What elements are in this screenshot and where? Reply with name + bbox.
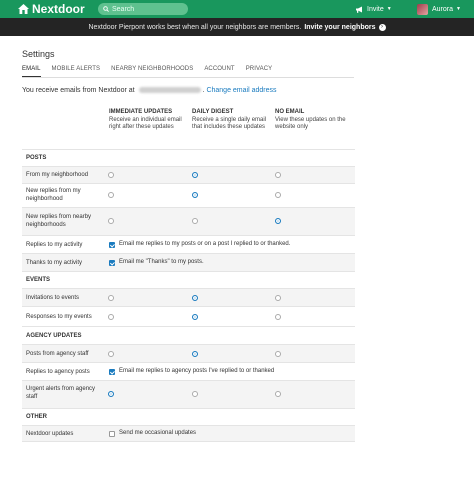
row-urgent-alerts-agency: Urgent alerts from agency staff <box>22 380 355 408</box>
checkbox-replies-agency[interactable] <box>109 369 115 375</box>
checkbox-thanks-activity[interactable] <box>109 260 115 266</box>
tab-nearby-neighborhoods[interactable]: NEARBY NEIGHBORHOODS <box>111 66 194 72</box>
radio-no-email[interactable] <box>275 391 281 397</box>
radio-daily-digest[interactable] <box>192 314 198 320</box>
radio-daily-digest[interactable] <box>192 351 198 357</box>
invite-neighbors-link[interactable]: Invite your neighbors <box>304 23 376 31</box>
radio-daily-digest[interactable] <box>192 391 198 397</box>
arrow-right-icon[interactable]: › <box>379 24 386 31</box>
radio-daily-digest[interactable] <box>192 192 198 198</box>
search-placeholder: Search <box>112 5 135 13</box>
tab-account[interactable]: ACCOUNT <box>204 66 235 72</box>
radio-no-email[interactable] <box>275 295 281 301</box>
radio-immediate[interactable] <box>108 314 114 320</box>
radio-no-email[interactable] <box>275 218 281 224</box>
section-events: EVENTS <box>22 271 355 288</box>
radio-immediate[interactable] <box>108 351 114 357</box>
search-icon <box>103 6 109 12</box>
row-thanks-to-activity: Thanks to my activity Email me "Thanks" to my posts. <box>22 253 355 271</box>
row-responses-events: Responses to my events <box>22 306 355 326</box>
row-from-my-neighborhood: From my neighborhood <box>22 166 355 183</box>
column-immediate: IMMEDIATE UPDATES Receive an individual email right after these updates <box>109 109 182 130</box>
section-posts: POSTS <box>22 149 355 166</box>
row-replies-agency-posts: Replies to agency posts Email me replies to agency posts I've replied to or thanked <box>22 362 355 380</box>
row-new-replies-nearby: New replies from nearby neighborhoods <box>22 207 355 235</box>
search-input[interactable] <box>98 3 188 15</box>
logo-text: Nextdoor <box>32 2 85 16</box>
user-name: Aurora <box>432 5 454 13</box>
checkbox-nextdoor-updates[interactable] <box>109 431 115 437</box>
nextdoor-logo[interactable] <box>18 3 85 15</box>
section-other: OTHER <box>22 408 355 425</box>
tab-privacy[interactable]: PRIVACY <box>245 66 273 72</box>
row-nextdoor-updates: Nextdoor updates Send me occasional updates <box>22 425 355 442</box>
top-nav-bar <box>0 0 474 18</box>
radio-immediate[interactable] <box>108 172 114 178</box>
column-daily-digest: DAILY DIGEST Receive a single daily email that includes these updates <box>192 109 267 130</box>
row-new-replies-neighborhood: New replies from my neighborhood <box>22 183 355 207</box>
page-title: Settings <box>22 49 55 59</box>
email-info: You receive emails from Nextdoor at . Change email address <box>22 87 277 94</box>
user-menu[interactable] <box>417 2 461 16</box>
radio-daily-digest[interactable] <box>192 295 198 301</box>
tab-mobile-alerts[interactable]: MOBILE ALERTS <box>51 66 101 72</box>
redacted-email <box>139 87 201 93</box>
change-email-link[interactable]: Change email address <box>206 87 277 94</box>
invite-button[interactable]: Invite ▼ <box>356 3 392 15</box>
radio-immediate[interactable] <box>108 218 114 224</box>
radio-no-email[interactable] <box>275 351 281 357</box>
section-agency-updates: AGENCY UPDATES <box>22 326 355 344</box>
invite-banner <box>0 18 474 36</box>
radio-immediate[interactable] <box>108 192 114 198</box>
radio-daily-digest[interactable] <box>192 218 198 224</box>
chevron-down-icon: ▼ <box>386 6 392 12</box>
radio-daily-digest[interactable] <box>192 172 198 178</box>
radio-immediate[interactable] <box>108 295 114 301</box>
radio-no-email[interactable] <box>275 172 281 178</box>
row-invitations-events: Invitations to events <box>22 288 355 306</box>
radio-no-email[interactable] <box>275 192 281 198</box>
tab-email[interactable]: EMAIL <box>22 66 41 77</box>
avatar <box>417 4 428 15</box>
house-icon <box>18 4 29 14</box>
column-no-email: NO EMAIL View these updates on the website only <box>275 109 346 130</box>
megaphone-icon <box>356 6 364 13</box>
radio-no-email[interactable] <box>275 314 281 320</box>
chevron-down-icon: ▼ <box>456 6 461 12</box>
row-posts-agency-staff: Posts from agency staff <box>22 344 355 362</box>
banner-text: Nextdoor Pierpont works best when all your neighbors are members. <box>88 23 302 31</box>
radio-immediate[interactable] <box>108 391 114 397</box>
settings-tabs <box>22 66 354 78</box>
checkbox-replies-activity[interactable] <box>109 242 115 248</box>
row-replies-to-activity: Replies to my activity Email me replies to my posts or on a post I replied to or thanked. <box>22 235 355 253</box>
